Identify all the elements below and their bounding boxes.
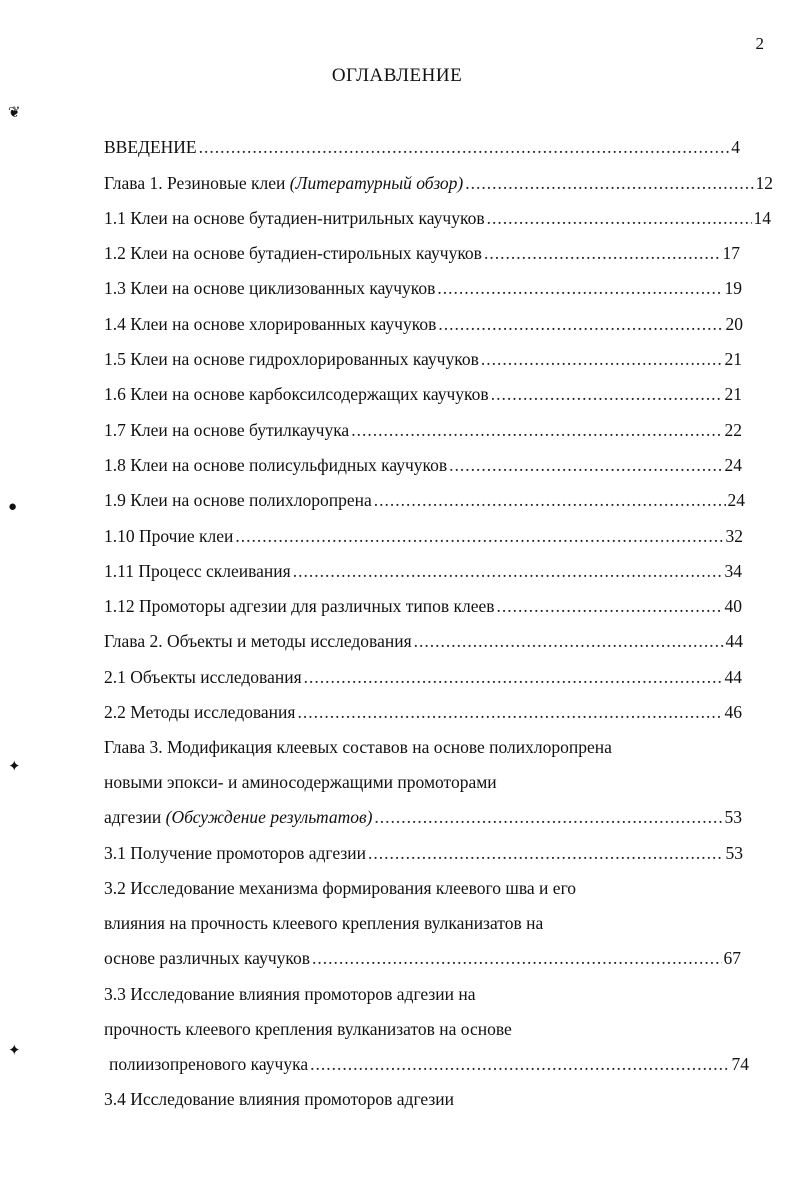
toc-entry-1-1 — [104, 206, 771, 230]
toc-entry-label: адгезии (Обсуждение результатов) — [104, 807, 373, 827]
leader-dots — [199, 135, 730, 159]
toc-entry-3-2-line: влияния на прочность клеевого крепления вулканизатов на — [104, 913, 544, 933]
toc-entry-label: ВВЕДЕНИЕ — [104, 137, 197, 157]
toc-entry-label: 2.2 Методы исследования — [104, 702, 296, 722]
toc-entry-1-10 — [104, 524, 743, 548]
toc-entry-label: 1.12 Промоторы адгезии для различных типов клеев — [104, 596, 495, 616]
toc-entry-1-3 — [104, 276, 742, 300]
toc-entry-1-2 — [104, 241, 740, 265]
toc-entry-1-11 — [104, 559, 742, 583]
toc-entry-label: 1.10 Прочие клеи — [104, 526, 234, 546]
toc-entry-label: 2.1 Объекты исследования — [104, 667, 302, 687]
toc-entry-page: 4 — [731, 137, 740, 157]
toc-entry-1-5 — [104, 347, 742, 371]
leader-dots — [304, 665, 723, 689]
leader-dots — [438, 312, 723, 336]
toc-entry-3-3 — [109, 1052, 749, 1076]
toc-entry-page: 44 — [724, 667, 742, 687]
toc-entry-page: 20 — [725, 314, 743, 334]
toc-entry-3-3-line: 3.3 Исследование влияния промоторов адгезии на — [104, 984, 476, 1004]
leader-dots — [351, 418, 722, 442]
toc-entry-page: 24 — [727, 490, 745, 510]
toc-entry-1-7 — [104, 418, 742, 442]
toc-entry-label: полиизопренового каучука — [109, 1054, 309, 1074]
toc-entry-label: 1.11 Процесс склеивания — [104, 561, 291, 581]
toc-entry-3-1 — [104, 841, 743, 865]
toc-entry-page: 53 — [724, 807, 742, 827]
toc-entry-label: 1.5 Клеи на основе гидрохлорированных каучуков — [104, 349, 479, 369]
leader-dots — [449, 453, 722, 477]
toc-entry-2-2 — [104, 700, 742, 724]
toc-entry-3-4-line: 3.4 Исследование влияния промоторов адгезии — [104, 1089, 455, 1109]
toc-entry-page: 67 — [723, 948, 741, 968]
toc-entry-label: 1.9 Клеи на основе полихлоропрена — [104, 490, 372, 510]
toc-entry-page: 19 — [724, 278, 742, 298]
toc-entry-1-4 — [104, 312, 743, 336]
toc-entry-3-3-line: прочность клеевого крепления вулканизатов на основе — [104, 1019, 512, 1039]
toc-entry-label: 1.7 Клеи на основе бутилкаучука — [104, 420, 350, 440]
toc-entry-page: 22 — [724, 420, 742, 440]
margin-mark-icon: ✦ — [8, 759, 21, 775]
leader-dots — [437, 276, 722, 300]
toc-entry-page: 46 — [724, 702, 742, 722]
toc-entry-label: Глава 1. Резиновые клеи (Литературный обзор) — [104, 173, 464, 193]
toc-entry-chapter-3 — [104, 805, 742, 829]
leader-dots — [374, 805, 722, 829]
toc-entry-italic: (Обсуждение результатов) — [165, 807, 373, 827]
toc-entry-page: 24 — [724, 455, 742, 475]
page-number: 2 — [755, 34, 764, 53]
toc-entry-page: 21 — [724, 349, 742, 369]
leader-dots — [374, 488, 726, 512]
toc-entry-label: Глава 2. Объекты и методы исследования — [104, 631, 412, 651]
toc-entry-page: 32 — [725, 526, 743, 546]
toc-entry-page: 53 — [725, 843, 743, 863]
toc-entry-page: 17 — [722, 243, 740, 263]
toc-entry-chapter-3-line: новыми эпокси- и аминосодержащими промоторами — [104, 772, 497, 792]
leader-dots — [293, 559, 723, 583]
toc-entry-3-2-line: 3.2 Исследование механизма формирования клеевого шва и его — [104, 878, 577, 898]
margin-mark-icon: ● — [8, 499, 18, 515]
toc-entry-label: 1.3 Клеи на основе циклизованных каучуков — [104, 278, 436, 298]
leader-dots — [368, 841, 723, 865]
toc-entry-label: основе различных каучуков — [104, 948, 310, 968]
leader-dots — [297, 700, 722, 724]
toc-entry-label: 1.1 Клеи на основе бутадиен-нитрильных каучуков — [104, 208, 485, 228]
leader-dots — [484, 241, 721, 265]
toc-entry-3-2 — [104, 946, 741, 970]
leader-dots — [312, 946, 722, 970]
toc-entry-chapter-3-line: Глава 3. Модификация клеевых составов на основе полихлоропрена — [104, 737, 612, 757]
toc-entry-italic: (Литературный обзор) — [289, 173, 464, 193]
page-title: ОГЛАВЛЕНИЕ — [331, 65, 463, 86]
toc-entry-1-8 — [104, 453, 742, 477]
leader-dots — [481, 347, 723, 371]
toc-entry-label: 1.4 Клеи на основе хлорированных каучуков — [104, 314, 437, 334]
toc-entry-1-12 — [104, 594, 742, 618]
toc-entry-page: 12 — [755, 173, 773, 193]
leader-dots — [487, 206, 752, 230]
margin-mark-icon: ❦ — [8, 105, 21, 121]
toc-entry-page: 44 — [725, 631, 743, 651]
leader-dots — [465, 171, 753, 195]
toc-entry-chapter-2 — [104, 629, 743, 653]
toc-entry-page: 34 — [724, 561, 742, 581]
leader-dots — [310, 1052, 729, 1076]
toc-entry-label: 1.2 Клеи на основе бутадиен-стирольных каучуков — [104, 243, 482, 263]
toc-entry-label: 1.8 Клеи на основе полисульфидных каучуков — [104, 455, 448, 475]
leader-dots — [497, 594, 723, 618]
toc-entry-1-9 — [104, 488, 745, 512]
margin-mark-icon: ✦ — [8, 1043, 21, 1059]
leader-dots — [491, 382, 723, 406]
toc-entry-1-6 — [104, 382, 742, 406]
toc-entry-page: 21 — [724, 384, 742, 404]
leader-dots — [235, 524, 723, 548]
toc-entry-label: 1.6 Клеи на основе карбоксилсодержащих каучуков — [104, 384, 489, 404]
toc-entry-introduction — [104, 135, 740, 159]
toc-entry-page: 74 — [731, 1054, 749, 1074]
leader-dots — [414, 629, 724, 653]
toc-entry-2-1 — [104, 665, 742, 689]
toc-entry-page: 40 — [724, 596, 742, 616]
toc-entry-page: 14 — [753, 208, 771, 228]
toc-entry-label: 3.1 Получение промоторов адгезии — [104, 843, 367, 863]
toc-entry-chapter-1 — [104, 171, 773, 195]
